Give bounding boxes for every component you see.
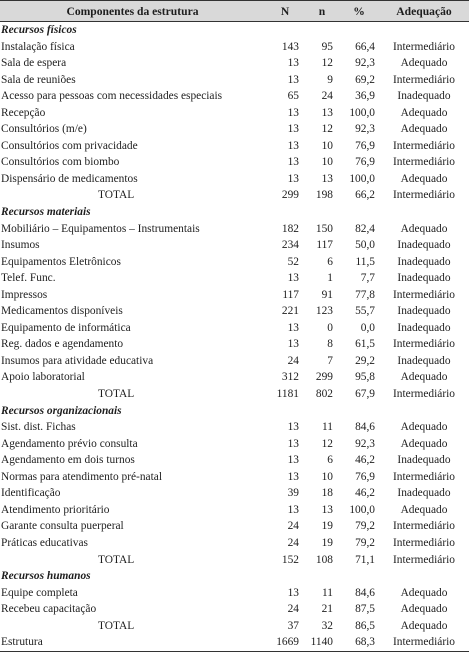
section-title: Recursos humanos [1, 570, 91, 583]
adequacy-cell: Inadequado [397, 454, 451, 467]
n-count-cell: 123 [315, 305, 333, 318]
n-count-cell: 19 [321, 520, 333, 533]
n-total-cell: 312 [281, 371, 299, 384]
component-cell: Práticas educativas [1, 536, 88, 549]
table-row [0, 634, 469, 651]
component-cell: Acesso para pessoas com necessidades especiais [1, 90, 223, 103]
component-cell: Sist. dist. Fichas [1, 421, 76, 434]
table-row [0, 585, 469, 602]
component-cell: Atendimento prioritário [1, 503, 110, 516]
component-cell: Consultórios com privacidade [1, 139, 138, 152]
adequacy-cell: Intermediário [393, 156, 455, 169]
n-count-cell: 13 [321, 503, 333, 516]
table-row [0, 39, 469, 56]
table-row [0, 254, 469, 271]
n-count-cell: 8 [327, 338, 333, 351]
adequacy-cell: Inadequado [397, 272, 451, 285]
component-cell: Consultórios (m/e) [1, 123, 87, 136]
n-count-cell: 10 [321, 470, 333, 483]
component-cell: Equipamentos Eletrônicos [1, 255, 121, 268]
percent-cell: 66,4 [355, 40, 375, 53]
percent-cell: 100,0 [349, 172, 375, 185]
table-row [0, 237, 469, 254]
component-cell: Telef. Func. [1, 272, 56, 285]
component-cell: Identificação [1, 487, 61, 500]
n-total-cell: 182 [281, 222, 299, 235]
n-count-cell: 95 [321, 40, 333, 53]
n-count-cell: 13 [321, 172, 333, 185]
adequacy-cell: Adequado [400, 172, 448, 185]
percent-cell: 82,4 [355, 222, 375, 235]
n-count-cell: 12 [321, 437, 333, 450]
percent-cell: 76,9 [355, 139, 375, 152]
adequacy-cell: Adequado [400, 222, 448, 235]
n-total-cell: 13 [287, 139, 299, 152]
table-row [0, 105, 469, 122]
n-total-cell: 221 [281, 305, 299, 318]
adequacy-cell: Adequado [400, 421, 448, 434]
n-total-cell: 13 [287, 106, 299, 119]
section-header-row [0, 568, 469, 585]
n-total-cell: 13 [287, 172, 299, 185]
table-row [0, 601, 469, 618]
n-total-cell: 13 [287, 123, 299, 136]
component-cell: TOTAL [98, 619, 135, 632]
component-cell: Insumos [1, 239, 40, 252]
table-row [0, 369, 469, 386]
percent-cell: 79,2 [355, 536, 375, 549]
table-row [0, 270, 469, 287]
section-title: Recursos materiais [1, 206, 91, 219]
table-row [0, 121, 469, 138]
n-total-cell: 13 [287, 470, 299, 483]
adequacy-cell: Intermediário [393, 73, 455, 86]
n-total-cell: 13 [287, 321, 299, 334]
component-cell: Reg. dados e agendamento [1, 338, 124, 351]
adequacy-cell: Intermediário [393, 139, 455, 152]
component-cell: Estrutura [0, 634, 265, 651]
table-row [0, 221, 469, 238]
percent-cell: 7,7 [360, 272, 375, 285]
percent-cell: 46,2 [355, 454, 375, 467]
percent-cell: 0,0 [360, 321, 375, 334]
component-cell: Recebeu capacitação [1, 603, 97, 616]
adequacy-cell: Intermediário [393, 388, 455, 401]
component-cell: Impressos [1, 288, 48, 301]
percent-cell: 55,7 [355, 305, 375, 318]
n-count-cell: 9 [327, 73, 333, 86]
table-body [0, 22, 469, 652]
total-row [0, 552, 469, 569]
table-row [0, 436, 469, 453]
component-cell: Equipe completa [1, 586, 78, 599]
n-total-cell: 143 [281, 40, 299, 53]
n-count-cell: 18 [321, 487, 333, 500]
table-row [0, 303, 469, 320]
adequacy-cell: Intermediário [393, 338, 455, 351]
total-row [0, 386, 469, 403]
total-row [0, 618, 469, 635]
n-total-cell: 52 [287, 255, 299, 268]
n-count-cell: 11 [322, 586, 333, 599]
header-percent: % [339, 1, 379, 22]
n-count-cell: 1 [327, 272, 333, 285]
n-total-cell: 13 [287, 272, 299, 285]
adequacy-cell: Intermediário [393, 189, 455, 202]
n-count-cell: 6 [327, 255, 333, 268]
n-count-cell: 24 [321, 90, 333, 103]
n-total-cell: 299 [281, 189, 299, 202]
percent-cell: 84,6 [355, 421, 375, 434]
component-cell: Consultórios com biombo [1, 156, 120, 169]
percent-cell: 71,1 [355, 553, 375, 566]
table-row [0, 154, 469, 171]
component-cell: Agendamento em dois turnos [1, 454, 135, 467]
adequacy-cell: Adequado [400, 437, 448, 450]
n-total-cell: 24 [287, 520, 299, 533]
component-cell: Garante consulta puerperal [1, 520, 124, 533]
component-cell: Normas para atendimento pré-natal [1, 470, 162, 483]
table-row [0, 518, 469, 535]
component-cell: Recepção [1, 106, 46, 119]
adequacy-cell: Adequado [400, 603, 448, 616]
n-count-cell: 21 [321, 603, 333, 616]
n-total-cell: 13 [287, 586, 299, 599]
adequacy-cell: Adequado [400, 57, 448, 70]
component-cell: TOTAL [98, 553, 135, 566]
component-cell: Equipamento de informática [1, 321, 131, 334]
adequacy-cell: Inadequado [397, 487, 451, 500]
percent-cell: 92,3 [355, 57, 375, 70]
table-row [0, 88, 469, 105]
component-cell: Sala de reuniões [1, 73, 76, 86]
percent-cell: 61,5 [355, 338, 375, 351]
n-count-cell: 13 [321, 106, 333, 119]
adequacy-cell: Intermediário [393, 553, 455, 566]
adequacy-cell: Inadequado [397, 321, 451, 334]
header-adequacy: Adequação [379, 1, 469, 22]
n-count-cell: 117 [316, 239, 333, 252]
percent-cell: 11,5 [355, 255, 375, 268]
table-row [0, 55, 469, 72]
n-count-cell: 0 [327, 321, 333, 334]
percent-cell: 69,2 [355, 73, 375, 86]
n-total-cell: 13 [287, 437, 299, 450]
adequacy-cell: Intermediário [393, 536, 455, 549]
section-title: Recursos organizacionais [1, 404, 122, 417]
table-row [0, 138, 469, 155]
percent-cell: 77,8 [355, 288, 375, 301]
n-total-cell: 65 [287, 90, 299, 103]
n-total-cell: 13 [287, 503, 299, 516]
percent-cell: 50,0 [355, 239, 375, 252]
n-total-cell: 39 [287, 487, 299, 500]
n-total-cell: 13 [287, 338, 299, 351]
adequacy-cell: Adequado [400, 106, 448, 119]
section-header-row [0, 403, 469, 420]
adequacy-cell: Intermediário [379, 634, 469, 651]
component-cell: Mobiliário – Equipamentos – Instrumentais [1, 222, 200, 235]
n-count-cell: 10 [321, 139, 333, 152]
percent-cell: 67,9 [355, 388, 375, 401]
n-total-cell: 234 [281, 239, 299, 252]
section-title: Recursos físicos [1, 24, 77, 36]
section-header-row [0, 204, 469, 221]
table-row [0, 419, 469, 436]
component-cell: Insumos para atividade educativa [1, 354, 154, 367]
component-cell: Apoio laboratorial [1, 371, 85, 384]
section-header-row [0, 22, 469, 39]
adequacy-cell: Inadequado [397, 305, 451, 318]
adequacy-cell: Adequado [400, 371, 448, 384]
table-row [0, 502, 469, 519]
table-row [0, 353, 469, 370]
n-total-cell: 13 [287, 454, 299, 467]
adequacy-cell: Inadequado [397, 239, 451, 252]
table-header [0, 1, 469, 22]
n-total-cell: 24 [287, 354, 299, 367]
n-count-cell: 299 [315, 371, 333, 384]
percent-cell: 46,2 [355, 487, 375, 500]
n-count-cell: 11 [322, 421, 333, 434]
table-row [0, 171, 469, 188]
n-total-cell: 1669 [265, 634, 305, 651]
table-row [0, 469, 469, 486]
table-row [0, 535, 469, 552]
n-count-cell: 32 [321, 619, 333, 632]
table-row [0, 485, 469, 502]
n-count-cell: 108 [315, 553, 333, 566]
n-total-cell: 13 [287, 73, 299, 86]
percent-cell: 100,0 [349, 106, 375, 119]
table-row [0, 320, 469, 337]
n-total-cell: 152 [281, 553, 299, 566]
n-count-cell: 7 [327, 354, 333, 367]
table-row [0, 336, 469, 353]
header-n-count: n [305, 1, 339, 22]
n-total-cell: 37 [287, 619, 299, 632]
adequacy-cell: Intermediário [393, 288, 455, 301]
n-total-cell: 117 [282, 288, 299, 301]
n-count-cell: 802 [315, 388, 333, 401]
component-cell: TOTAL [98, 189, 135, 202]
percent-cell: 29,2 [355, 354, 375, 367]
percent-cell: 86,5 [355, 619, 375, 632]
n-total-cell: 24 [287, 536, 299, 549]
percent-cell: 84,6 [355, 586, 375, 599]
n-count-cell: 150 [315, 222, 333, 235]
n-total-cell: 13 [287, 57, 299, 70]
n-total-cell: 13 [287, 421, 299, 434]
n-total-cell: 13 [287, 156, 299, 169]
component-cell: Agendamento prévio consulta [1, 437, 138, 450]
component-cell: Sala de espera [1, 57, 67, 70]
percent-cell: 87,5 [355, 603, 375, 616]
percent-cell: 95,8 [355, 371, 375, 384]
adequacy-cell: Inadequado [397, 255, 451, 268]
adequacy-cell: Adequado [400, 586, 448, 599]
header-n-total: N [265, 1, 305, 22]
percent-cell: 66,2 [355, 189, 375, 202]
component-cell: Medicamentos disponíveis [1, 305, 123, 318]
n-count-cell: 10 [321, 156, 333, 169]
n-total-cell: 1181 [276, 388, 299, 401]
table-row [0, 72, 469, 89]
total-row [0, 187, 469, 204]
n-count-cell: 19 [321, 536, 333, 549]
n-count-cell: 91 [321, 288, 333, 301]
table-row [0, 452, 469, 469]
table-row [0, 287, 469, 304]
percent-cell: 92,3 [355, 123, 375, 136]
adequacy-cell: Inadequado [397, 90, 451, 103]
n-count-cell: 1140 [305, 634, 339, 651]
n-count-cell: 12 [321, 57, 333, 70]
component-cell: Dispensário de medicamentos [1, 172, 138, 185]
adequacy-cell: Adequado [400, 123, 448, 136]
percent-cell: 79,2 [355, 520, 375, 533]
adequacy-cell: Intermediário [393, 40, 455, 53]
adequacy-cell: Intermediário [393, 520, 455, 533]
component-cell: TOTAL [98, 388, 135, 401]
percent-cell: 36,9 [355, 90, 375, 103]
n-count-cell: 12 [321, 123, 333, 136]
component-cell: Instalação física [1, 40, 75, 53]
adequacy-cell: Inadequado [397, 354, 451, 367]
adequacy-cell: Intermediário [393, 470, 455, 483]
adequacy-cell: Adequado [400, 503, 448, 516]
percent-cell: 76,9 [355, 470, 375, 483]
header-row [0, 1, 469, 22]
n-count-cell: 198 [315, 189, 333, 202]
percent-cell: 76,9 [355, 156, 375, 169]
header-component: Componentes da estrutura [0, 1, 265, 22]
percent-cell: 92,3 [355, 437, 375, 450]
adequacy-cell: Adequado [400, 619, 448, 632]
percent-cell: 68,3 [339, 634, 379, 651]
n-total-cell: 24 [287, 603, 299, 616]
n-count-cell: 6 [327, 454, 333, 467]
percent-cell: 100,0 [349, 503, 375, 516]
